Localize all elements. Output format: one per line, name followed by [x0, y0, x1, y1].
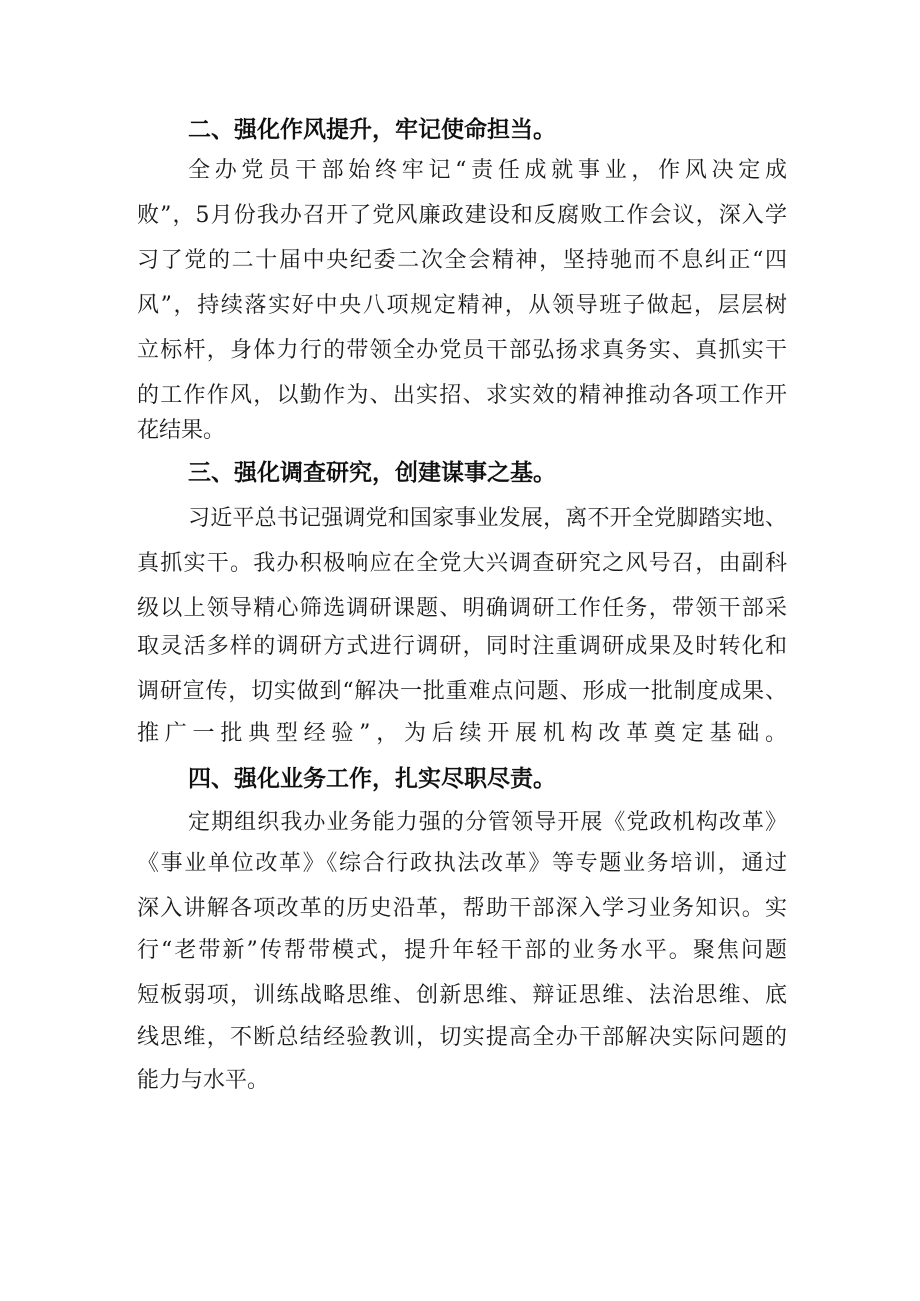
paragraph-line: 花结果。 — [137, 418, 226, 443]
section-heading-2: 二、强化作风提升，牢记使命担当。 — [188, 117, 556, 143]
paragraph-line: 全办党员干部始终牢记“责任成就事业，作风决定成 — [188, 158, 792, 183]
paragraph-line: 调研宣传，切实做到“解决一批重难点问题、形成一批制度成果、 — [137, 679, 788, 704]
paragraph-line: 败”，5月份我办召开了党风廉政建设和反腐败工作会议，深入学 — [137, 203, 789, 228]
paragraph-line: 短板弱项，训练战略思维、创新思维、辩证思维、法治思维、底 — [137, 983, 789, 1008]
paragraph-line: 定期组织我办业务能力强的分管领导开展《党政机构改革》 — [188, 810, 789, 835]
paragraph-line: 习近平总书记强调党和国家事业发展，离不开全党脚踏实地、 — [188, 506, 788, 531]
paragraph-line: 习了党的二十届中央纪委二次全会精神，坚持驰而不息纠正“四 — [137, 248, 789, 273]
paragraph-line: 立标杆，身体力行的带领全办党员干部弘扬求真务实、真抓实干 — [137, 338, 789, 363]
paragraph-line: 推广一批典型经验”，为后续开展机构改革奠定基础。 — [137, 721, 793, 746]
paragraph-line: 深入讲解各项改革的历史沿革，帮助干部深入学习业务知识。实 — [137, 896, 789, 921]
paragraph-line: 线思维，不断总结经验教训，切实提高全办干部解决实际问题的 — [137, 1025, 789, 1050]
paragraph-line: 能力与水平。 — [137, 1068, 270, 1093]
paragraph-line: 风”，持续落实好中央八项规定精神，从领导班子做起，层层树 — [137, 293, 789, 318]
paragraph-line: 取灵活多样的调研方式进行调研，同时注重调研成果及时转化和 — [137, 634, 789, 659]
paragraph-line: 《事业单位改革》《综合行政执法改革》等专题业务培训，通过 — [137, 851, 789, 876]
section-heading-3: 三、强化调查研究，创建谋事之基。 — [188, 460, 556, 486]
section-heading-4: 四、强化业务工作，扎实尽职尽责。 — [188, 766, 556, 792]
paragraph-line: 级以上领导精心筛选调研课题、明确调研工作任务，带领干部采 — [137, 596, 789, 621]
paragraph-line: 真抓实干。我办积极响应在全党大兴调查研究之风号召，由副科 — [137, 551, 789, 576]
paragraph-line: 的工作作风，以勤作为、出实招、求实效的精神推动各项工作开 — [137, 383, 789, 408]
paragraph-line: 行“老带新”传帮带模式，提升年轻干部的业务水平。聚焦问题 — [137, 938, 790, 963]
